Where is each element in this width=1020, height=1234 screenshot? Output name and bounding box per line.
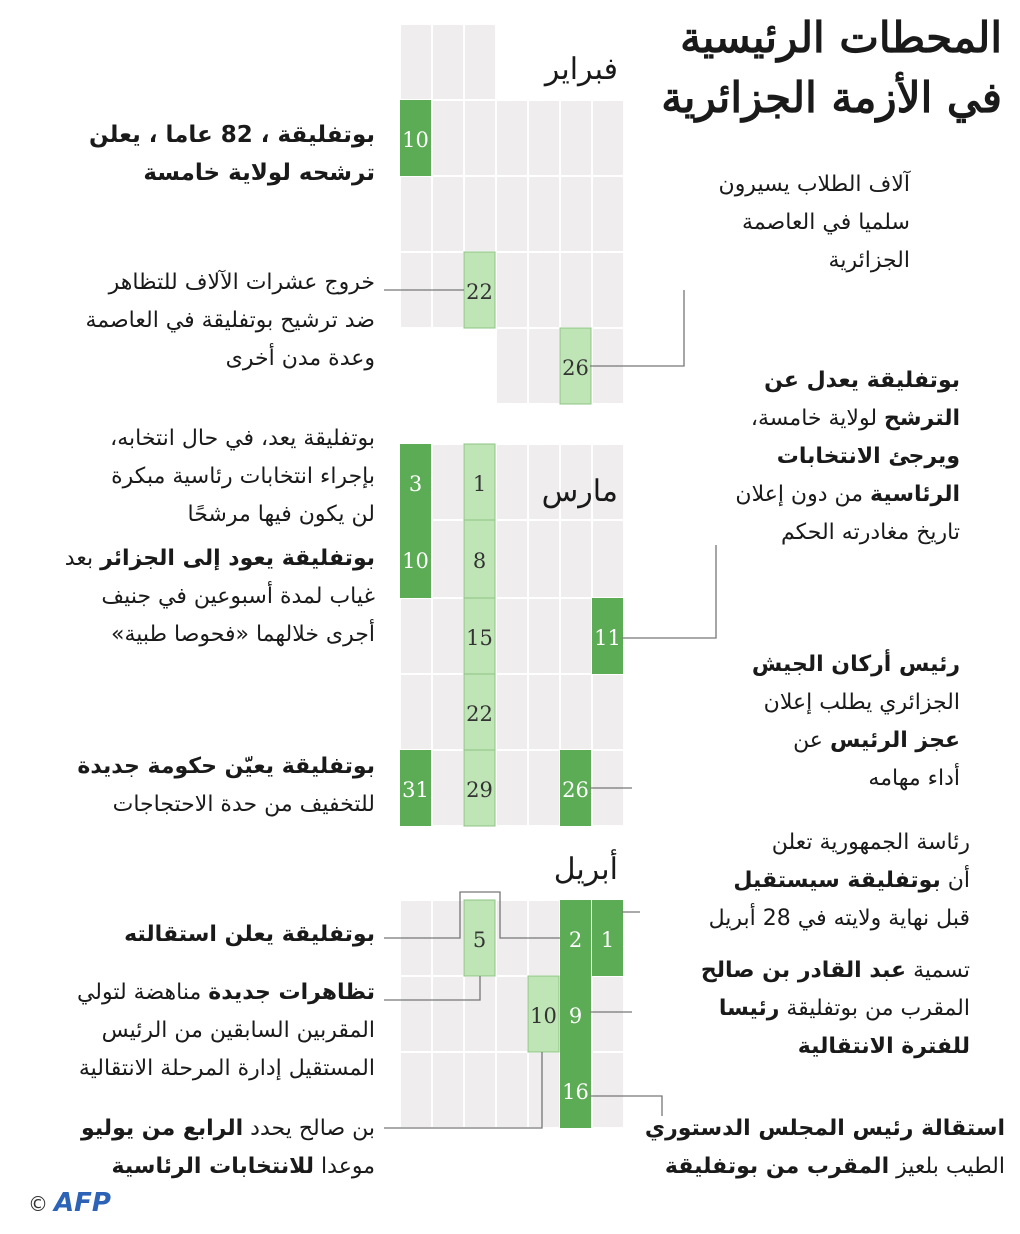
event-apr5: تظاهرات جديدة مناهضة لتولي المقربين السابقين من الرئيس المستقيل إدارة المرحلة الانتقالية (76, 980, 375, 1081)
day-number-apr-1: 1 (600, 928, 615, 952)
event-feb22: خروج عشرات الآلاف للتظاهر ضد ترشيح بوتفليقة في العاصمة وعدة مدن أخرى (85, 270, 375, 371)
day-number-feb-22: 22 (466, 280, 493, 304)
calendar-grid-cell (497, 1053, 527, 1127)
calendar-grid-cell (497, 101, 527, 175)
day-number-feb-10: 10 (402, 128, 429, 152)
day-number-mar-11: 11 (594, 626, 621, 650)
day-number-apr-10: 10 (530, 1004, 557, 1028)
calendar-grid-cell (465, 177, 495, 251)
day-number-mar-8: 8 (472, 549, 487, 573)
event-feb10: بوتفليقة ، 82 عاما ، يعلن ترشحه لولاية خامسة (89, 122, 375, 186)
calendar-grid-cell (401, 675, 431, 749)
calendar-grid-cell (401, 177, 431, 251)
calendar-grid-cell (433, 675, 463, 749)
calendar-grid-cell (433, 101, 463, 175)
calendar-grid-cell (529, 599, 559, 673)
event-mar3: بوتفليقة يعد، في حال انتخابه، بإجراء انتخابات رئاسية مبكرة لن يكون فيها مرشحًا (110, 426, 375, 527)
calendar-grid-cell (529, 177, 559, 251)
calendar-grid-cell (593, 253, 623, 327)
day-number-mar-22: 22 (466, 702, 493, 726)
calendar-grid-cell (497, 675, 527, 749)
event-mar10: بوتفليقة يعود إلى الجزائر بعد غياب لمدة أسبوعين في جنيف أجرى خلالهما «فحوصا طبية» (64, 546, 375, 647)
calendar-grid-cell (433, 177, 463, 251)
title-line-2: في الأزمة الجزائرية (661, 73, 1002, 122)
month-label-april: أبريل (553, 852, 618, 887)
calendar-grid-cell (561, 599, 591, 673)
event-feb26: آلاف الطلاب يسيرون سلميا في العاصمة الجزائرية (718, 172, 910, 273)
copyright-icon: © (28, 1192, 48, 1216)
calendar-grid-cell (529, 101, 559, 175)
calendar-grid-cell (529, 1053, 559, 1127)
event-mar31: بوتفليقة يعيّن حكومة جديدة للتخفيف من حدة الاحتجاجات (77, 754, 375, 817)
calendar-grid-cell (401, 1053, 431, 1127)
calendar-grid-cell (561, 177, 591, 251)
afp-logo (28, 1188, 111, 1218)
calendar-grid-cell (433, 751, 463, 825)
day-number-apr-9: 9 (568, 1004, 583, 1028)
calendar-grid-cell (433, 599, 463, 673)
calendar-grid-cell (593, 1053, 623, 1127)
calendar-grid-cell (593, 521, 623, 597)
calendar-grid-cell (497, 253, 527, 327)
day-number-mar-10: 10 (402, 549, 429, 573)
afp-logo-text: AFP (54, 1188, 111, 1218)
calendar-grid-cell (529, 521, 559, 597)
calendar-grid-cell (593, 177, 623, 251)
calendar-grid-cell (497, 599, 527, 673)
month-label-february: فبراير (544, 52, 618, 87)
day-number-mar-3: 3 (408, 472, 423, 496)
calendar-grid-cell (529, 253, 559, 327)
calendar-grid-cell (465, 101, 495, 175)
event-apr9: تسمية عبد القادر بن صالح المقرب من بوتفليقة رئيسا للفترة الانتقالية (700, 958, 970, 1059)
calendar-grid-cell (433, 977, 463, 1051)
calendar-grid-cell (529, 675, 559, 749)
day-number-mar-29: 29 (466, 778, 493, 802)
calendar-grid-cell (401, 599, 431, 673)
calendar-grid-cell (561, 253, 591, 327)
calendar-grid-cell (497, 329, 527, 403)
month-label-march: مارس (541, 474, 618, 509)
calendar-grid-cell (593, 675, 623, 749)
event-mar26: رئيس أركان الجيش الجزائري يطلب إعلان عجز الرئيس عن أداء مهامه (751, 652, 960, 791)
event-apr1: رئاسة الجمهورية تعلن أن بوتفليقة سيستقيل قبل نهاية ولايته في 28 أبريل (708, 830, 970, 931)
calendar-grid-cell (497, 521, 527, 597)
calendar-grid-cell (529, 329, 559, 403)
event-apr2: بوتفليقة يعلن استقالته (124, 922, 375, 947)
calendar-grid-cell (561, 521, 591, 597)
calendar-grid-cell (561, 675, 591, 749)
day-number-apr-5: 5 (472, 928, 487, 952)
calendar-grid-cell (433, 521, 463, 597)
calendar-grid-cell (497, 177, 527, 251)
day-number-mar-1: 1 (472, 472, 487, 496)
day-number-mar-26: 26 (562, 778, 589, 802)
calendar-grid-cell (497, 751, 527, 825)
calendar-grid-cell (433, 1053, 463, 1127)
day-number-feb-26: 26 (562, 356, 589, 380)
event-mar11: بوتفليقة يعدل عن الترشح لولاية خامسة، ويرجئ الانتخابات الرئاسية من دون إعلان تاريخ مغادرته الحكم (735, 368, 960, 545)
event-apr16: استقالة رئيس المجلس الدستوري الطيب بلعيز المقرب من بوتفليقة (644, 1116, 1005, 1179)
event-apr10: بن صالح يحدد الرابع من يوليو موعدا للانتخابات الرئاسية (81, 1116, 375, 1179)
day-number-mar-15: 15 (466, 626, 493, 650)
calendar-grid-cell (593, 977, 623, 1051)
calendar-grid-cell (401, 25, 431, 99)
day-number-mar-31: 31 (402, 778, 429, 802)
page-title (582, 8, 1002, 128)
calendar-grid-cell (529, 751, 559, 825)
calendar-grid-cell (465, 1053, 495, 1127)
day-number-apr-16: 16 (562, 1080, 589, 1104)
day-number-apr-2: 2 (568, 928, 583, 952)
calendar-grid-cell (497, 977, 527, 1051)
title-line-1: المحطات الرئيسية (680, 13, 1002, 62)
connector-line (622, 545, 716, 638)
calendar-grid-cell (401, 977, 431, 1051)
